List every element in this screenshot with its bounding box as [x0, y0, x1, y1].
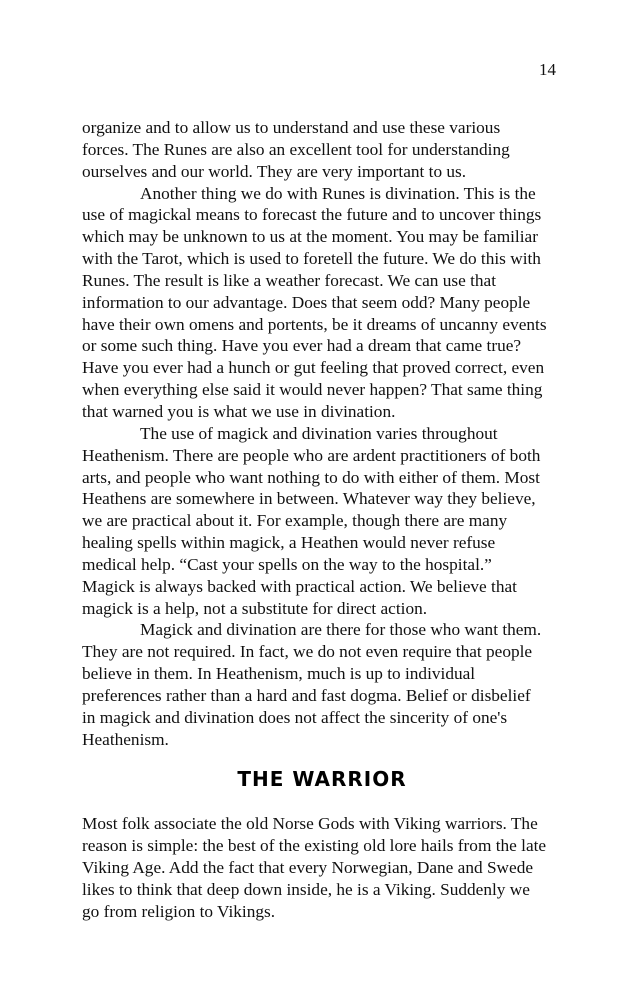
text-line: or some such thing. Have you ever had a dream that came true?	[82, 336, 522, 356]
text-line: information to our advantage. Does that seem odd? Many people	[82, 292, 531, 312]
text-line: Heathenism.	[82, 729, 169, 749]
paragraph-5	[82, 813, 562, 922]
text-line: They are not required. In fact, we do not even require that people	[82, 642, 533, 662]
text-line: when everything else said it would never happen? That same thing	[82, 380, 543, 400]
page-number: 14	[539, 60, 556, 79]
text-line: in magick and divination does not affect the sincerity of one's	[82, 707, 508, 727]
text-line: Magick is always backed with practical action. We believe that	[82, 576, 517, 596]
text-line: Heathenism. There are people who are ardent practitioners of both	[82, 445, 541, 465]
text-line: Viking Age. Add the fact that every Norwegian, Dane and Swede	[82, 858, 534, 878]
section-heading: THE WARRIOR	[237, 767, 407, 792]
text-line: Heathens are somewhere in between. Whatever way they believe,	[82, 489, 536, 509]
text-line: organize and to allow us to understand and use these various	[82, 118, 501, 137]
text-line: ourselves and our world. They are very important to us.	[82, 161, 467, 181]
text-line: Another thing we do with Runes is divination. This is the	[140, 183, 536, 203]
text-line: likes to think that deep down inside, he is a Viking. Suddenly we	[82, 880, 530, 899]
text-line: Most folk associate the old Norse Gods with Viking warriors. The	[82, 814, 538, 834]
paragraph-4	[82, 619, 562, 750]
text-line: Runes. The result is like a weather forecast. We can use that	[82, 270, 497, 290]
text-line: The use of magick and divination varies throughout	[140, 423, 498, 443]
text-line: with the Tarot, which is used to foretell the future. We do this with	[82, 249, 541, 269]
paragraph-2	[82, 183, 562, 423]
text-line: we are practical about it. For example, though there are many	[82, 511, 508, 531]
text-line: magick is a help, not a substitute for direct action.	[82, 598, 428, 618]
text-line: forces. The Runes are also an excellent tool for understanding	[82, 139, 510, 159]
text-line: preferences rather than a hard and fast dogma. Belief or disbelief	[82, 685, 531, 705]
text-line: healing spells within magick, a Heathen would never refuse	[82, 533, 496, 553]
text-line: have their own omens and portents, be it dreams of uncanny events	[82, 314, 547, 334]
text-line: Have you ever had a hunch or gut feeling that proved correct, even	[82, 358, 545, 378]
text-line: go from religion to Vikings.	[82, 901, 276, 921]
paragraph-1	[82, 117, 562, 183]
text-line: medical help. “Cast your spells on the way to the hospital.”	[82, 554, 492, 574]
body-text	[82, 117, 562, 923]
text-line: which may be unknown to us at the moment. You may be familiar	[82, 227, 538, 247]
paragraph-3	[82, 423, 562, 620]
text-line: arts, and people who want nothing to do with either of them. Most	[82, 467, 540, 487]
text-line: believe in them. In Heathenism, much is up to individual	[82, 664, 476, 684]
text-line: reason is simple: the best of the existing old lore hails from the late	[82, 836, 547, 856]
text-line: use of magickal means to forecast the future and to uncover things	[82, 205, 542, 225]
text-line: that warned you is what we use in divination.	[82, 401, 396, 421]
text-line: Magick and divination are there for those who want them.	[140, 620, 542, 640]
